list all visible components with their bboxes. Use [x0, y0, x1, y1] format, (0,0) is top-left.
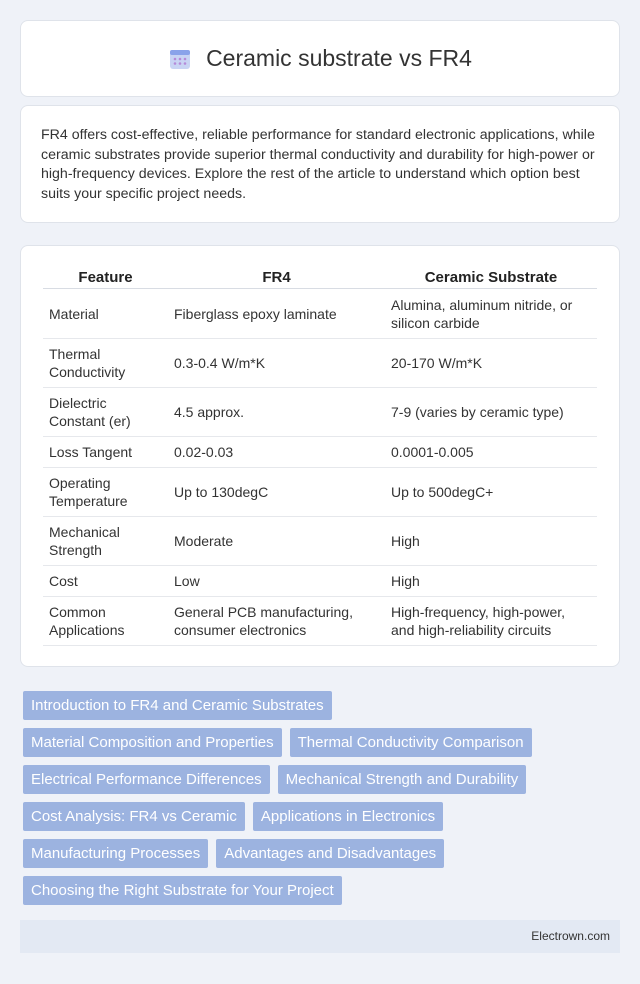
footer [20, 920, 620, 953]
tag-advantages[interactable]: Advantages and Disadvantages [216, 839, 444, 868]
table-row [43, 468, 597, 517]
tag-electrical-performance[interactable]: Electrical Performance Differences [23, 765, 270, 794]
cell-fr4: 0.3-0.4 W/m*K [168, 339, 385, 388]
tag-mechanical-strength[interactable]: Mechanical Strength and Durability [278, 765, 527, 794]
cell-fr4: 4.5 approx. [168, 388, 385, 437]
column-header-fr4: FR4 [168, 266, 385, 289]
cell-fr4: Moderate [168, 517, 385, 566]
table-row [43, 289, 597, 339]
tag-material-composition[interactable]: Material Composition and Properties [23, 728, 282, 757]
cell-ceramic: 7-9 (varies by ceramic type) [385, 388, 597, 437]
table-row [43, 517, 597, 566]
cell-fr4: Fiberglass epoxy laminate [168, 289, 385, 339]
topic-tags [23, 691, 603, 913]
cell-ceramic: 20-170 W/m*K [385, 339, 597, 388]
cell-feature: Mechanical Strength [43, 517, 168, 566]
cell-feature: Loss Tangent [43, 437, 168, 468]
table-row [43, 597, 597, 646]
cell-ceramic: 0.0001-0.005 [385, 437, 597, 468]
cell-fr4: General PCB manufacturing, consumer electronics [168, 597, 385, 646]
cell-feature: Common Applications [43, 597, 168, 646]
intro-card [20, 105, 620, 223]
cell-feature: Material [43, 289, 168, 339]
cell-feature: Cost [43, 566, 168, 597]
column-header-feature: Feature [43, 266, 168, 289]
tag-choosing-substrate[interactable]: Choosing the Right Substrate for Your Project [23, 876, 342, 905]
calendar-icon [168, 47, 192, 71]
cell-ceramic: Up to 500degC+ [385, 468, 597, 517]
column-header-ceramic: Ceramic Substrate [385, 266, 597, 289]
table-row [43, 339, 597, 388]
cell-ceramic: High-frequency, high-power, and high-reliability circuits [385, 597, 597, 646]
footer-site-name[interactable]: Electrown.com [531, 929, 610, 943]
page-title: Ceramic substrate vs FR4 [206, 45, 472, 71]
tag-applications[interactable]: Applications in Electronics [253, 802, 443, 831]
tag-thermal-conductivity[interactable]: Thermal Conductivity Comparison [290, 728, 532, 757]
cell-feature: Operating Temperature [43, 468, 168, 517]
tag-manufacturing[interactable]: Manufacturing Processes [23, 839, 208, 868]
tag-introduction[interactable]: Introduction to FR4 and Ceramic Substrates [23, 691, 332, 720]
intro-text: FR4 offers cost-effective, reliable performance for standard electronic applications, while ceramic substrates provide superior thermal conductivity and durability for high-power or high-frequency devices. Explore the rest of the article to understand which option best suits your specific project needs. [41, 127, 595, 202]
cell-ceramic: High [385, 517, 597, 566]
tag-cost-analysis[interactable]: Cost Analysis: FR4 vs Ceramic [23, 802, 245, 831]
cell-fr4: Low [168, 566, 385, 597]
cell-ceramic: Alumina, aluminum nitride, or silicon carbide [385, 289, 597, 339]
cell-fr4: Up to 130degC [168, 468, 385, 517]
cell-feature: Thermal Conductivity [43, 339, 168, 388]
table-header-row [43, 266, 597, 289]
cell-ceramic: High [385, 566, 597, 597]
title-card [20, 20, 620, 97]
table-row [43, 437, 597, 468]
table-row [43, 388, 597, 437]
comparison-table [43, 266, 597, 646]
cell-fr4: 0.02-0.03 [168, 437, 385, 468]
comparison-table-card [20, 245, 620, 667]
table-row [43, 566, 597, 597]
cell-feature: Dielectric Constant (er) [43, 388, 168, 437]
